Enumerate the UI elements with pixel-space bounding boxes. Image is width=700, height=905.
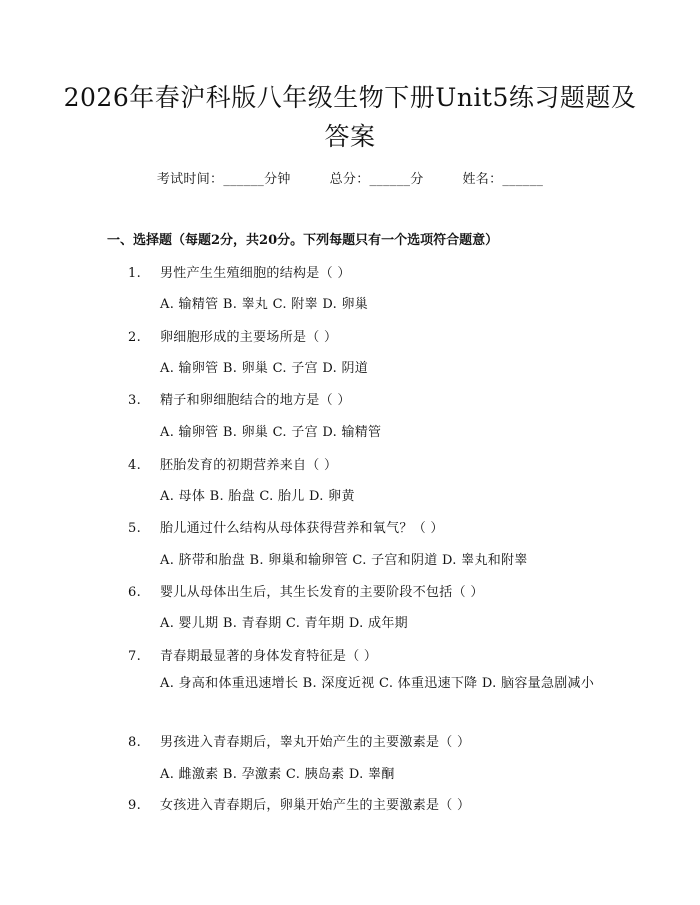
question: [128, 581, 484, 600]
question: [128, 326, 337, 345]
question-number: 4.: [128, 458, 142, 473]
question-text: 胎儿通过什么结构从母体获得营养和氧气？（ ）: [160, 521, 444, 536]
question: [128, 645, 377, 664]
question-text: 男性产生生殖细胞的结构是（ ）: [160, 266, 351, 281]
question-options: A. 脐带和胎盘 B. 卵巢和输卵管 C. 子宫和阴道 D. 睾丸和附睾: [160, 553, 528, 568]
question-options: A. 输精管 B. 睾丸 C. 附睾 D. 卵巢: [160, 297, 369, 312]
question-number: 7.: [128, 649, 142, 664]
question-number: 8.: [128, 735, 142, 750]
exam-score: 总分：______分: [329, 172, 424, 187]
exam-time: 考试时间：______分钟: [156, 172, 291, 187]
question-text: 胚胎发育的初期营养来自（ ）: [160, 458, 338, 473]
question-number: 1.: [128, 266, 142, 281]
question-options: A. 输卵管 B. 卵巢 C. 子宫 D. 输精管: [160, 425, 382, 440]
exam-name: 姓名：______: [462, 172, 544, 187]
question-options: A. 身高和体重迅速增长 B. 深度近视 C. 体重迅速下降 D. 脑容量急剧减小: [160, 676, 595, 691]
question-number: 3.: [128, 393, 142, 408]
exam-info: [0, 168, 700, 187]
question-text: 男孩进入青春期后，睾丸开始产生的主要激素是（ ）: [160, 735, 471, 750]
question-text: 婴儿从母体出生后，其生长发育的主要阶段不包括（ ）: [160, 585, 484, 600]
question: [128, 454, 337, 473]
question-text: 卵细胞形成的主要场所是（ ）: [160, 330, 338, 345]
question-number: 6.: [128, 585, 142, 600]
question-options: A. 母体 B. 胎盘 C. 胎儿 D. 卵黄: [160, 489, 355, 504]
question-number: 5.: [128, 521, 142, 536]
question: [128, 794, 470, 813]
question-text: 青春期最显著的身体发育特征是（ ）: [160, 649, 378, 664]
question-number: 9.: [128, 798, 142, 813]
document-title: 2026年春沪科版八年级生物下册Unit5练习题题及答案: [63, 83, 637, 151]
question-text: 精子和卵细胞结合的地方是（ ）: [160, 393, 351, 408]
question: [128, 517, 444, 536]
question-options: A. 雌激素 B. 孕激素 C. 胰岛素 D. 睾酮: [160, 767, 395, 782]
question: [128, 389, 351, 408]
question-number: 2.: [128, 330, 142, 345]
question-text: 女孩进入青春期后，卵巢开始产生的主要激素是（ ）: [160, 798, 471, 813]
question-options: A. 输卵管 B. 卵巢 C. 子宫 D. 阴道: [160, 361, 369, 376]
section-heading: 一、选择题（每题2分，共20分。下列每题只有一个选项符合题意）: [107, 233, 499, 248]
question: [128, 262, 351, 281]
question: [128, 731, 470, 750]
question-options: A. 婴儿期 B. 青春期 C. 青年期 D. 成年期: [160, 616, 408, 631]
